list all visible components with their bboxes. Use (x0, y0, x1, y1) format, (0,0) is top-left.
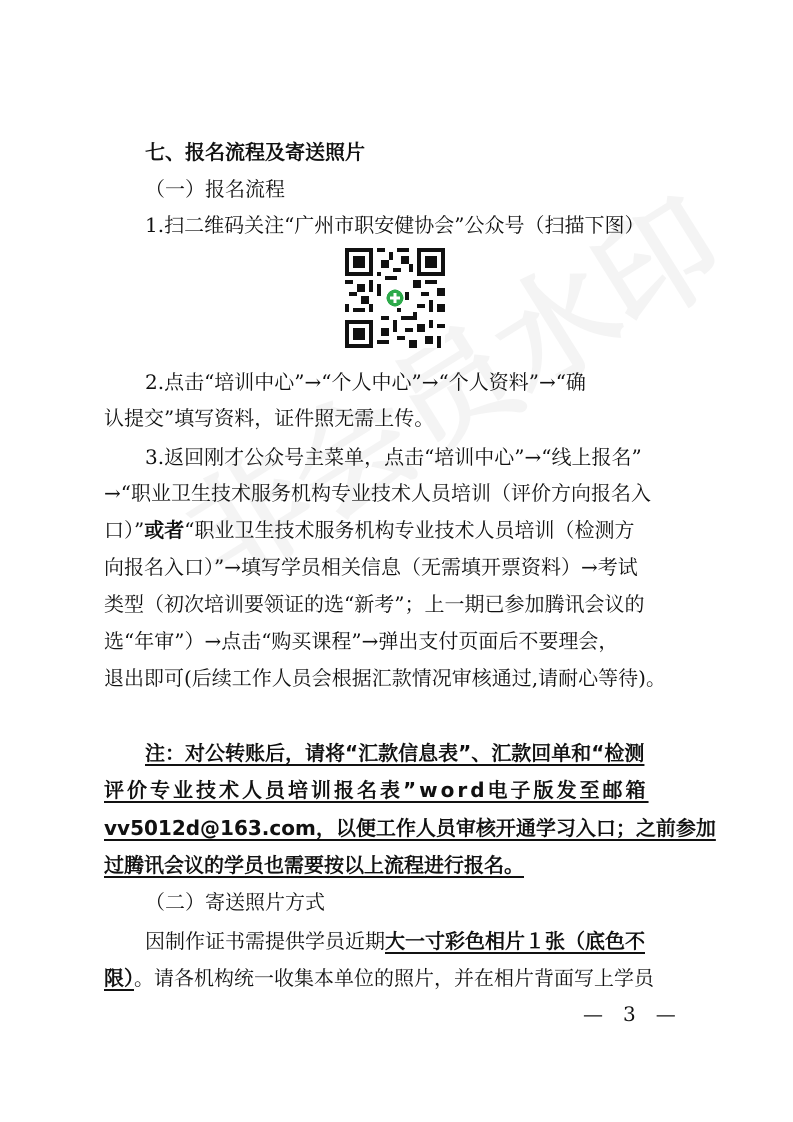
step-3-line-3 (104, 518, 634, 542)
step-2-line-1: 2.点击“培训中心”→“个人中心”→“个人资料”→“确 (145, 370, 586, 394)
note-line-3-email: vv5012d@163.com，以便工作人员审核开通学习入口；之前参加 (104, 816, 716, 840)
page-number: — 3 — (583, 1002, 676, 1026)
step-3-line-2: →“职业卫生技术服务机构专业技术人员培训（评价方向报名入 (104, 481, 651, 505)
step-3-line-7: 退出即可(后续工作人员会根据汇款情况审核通过,请耐心等待)。 (104, 666, 666, 690)
step-3-line-6: 选“年审”）→点击“购买课程”→弹出支付页面后不要理会， (104, 629, 619, 653)
photo-requirement: 大一寸彩色相片１张（底色不 (385, 929, 645, 953)
qr-code-icon (345, 248, 445, 348)
step-3-line-4: 向报名入口）”→填写学员相关信息（无需填开票资料）→考试 (104, 555, 638, 579)
note-line-2: 评价专业技术人员培训报名表”word电子版发至邮箱 (104, 778, 649, 802)
section-heading: 七、报名流程及寄送照片 (145, 140, 365, 164)
note-line-4: 过腾讯会议的学员也需要按以上流程进行报名。 (104, 853, 524, 877)
photo-line-2 (104, 966, 654, 990)
subsection-photo-sending: （二）寄送照片方式 (145, 890, 325, 914)
step-2-line-2: 认提交”填写资料，证件照无需上传。 (104, 406, 435, 430)
step-3-line-1: 3.返回刚才公众号主菜单，点击“培训中心”→“线上报名” (145, 445, 642, 469)
step-1-text: 1.扫二维码关注“广州市职安健协会”公众号（扫描下图） (145, 213, 645, 237)
photo-line-1 (145, 929, 645, 953)
photo-text: 。请各机构统一收集本单位的照片，并在相片背面写上学员 (134, 966, 654, 990)
photo-text: 因制作证书需提供学员近期 (145, 929, 385, 953)
step-3-line-5: 类型（初次培训要领证的选“新考”；上一期已参加腾讯会议的 (104, 592, 645, 616)
step-3-text: “职业卫生技术服务机构专业技术人员培训（检测方 (184, 518, 635, 542)
step-3-text: 口）” (104, 518, 145, 542)
or-emphasis: 或者 (144, 518, 185, 542)
photo-requirement-end: 限） (104, 966, 134, 990)
note-line-1: 注：对公转账后，请将“汇款信息表”、汇款回单和“检测 (145, 741, 645, 765)
subsection-registration-process: （一）报名流程 (145, 177, 285, 201)
